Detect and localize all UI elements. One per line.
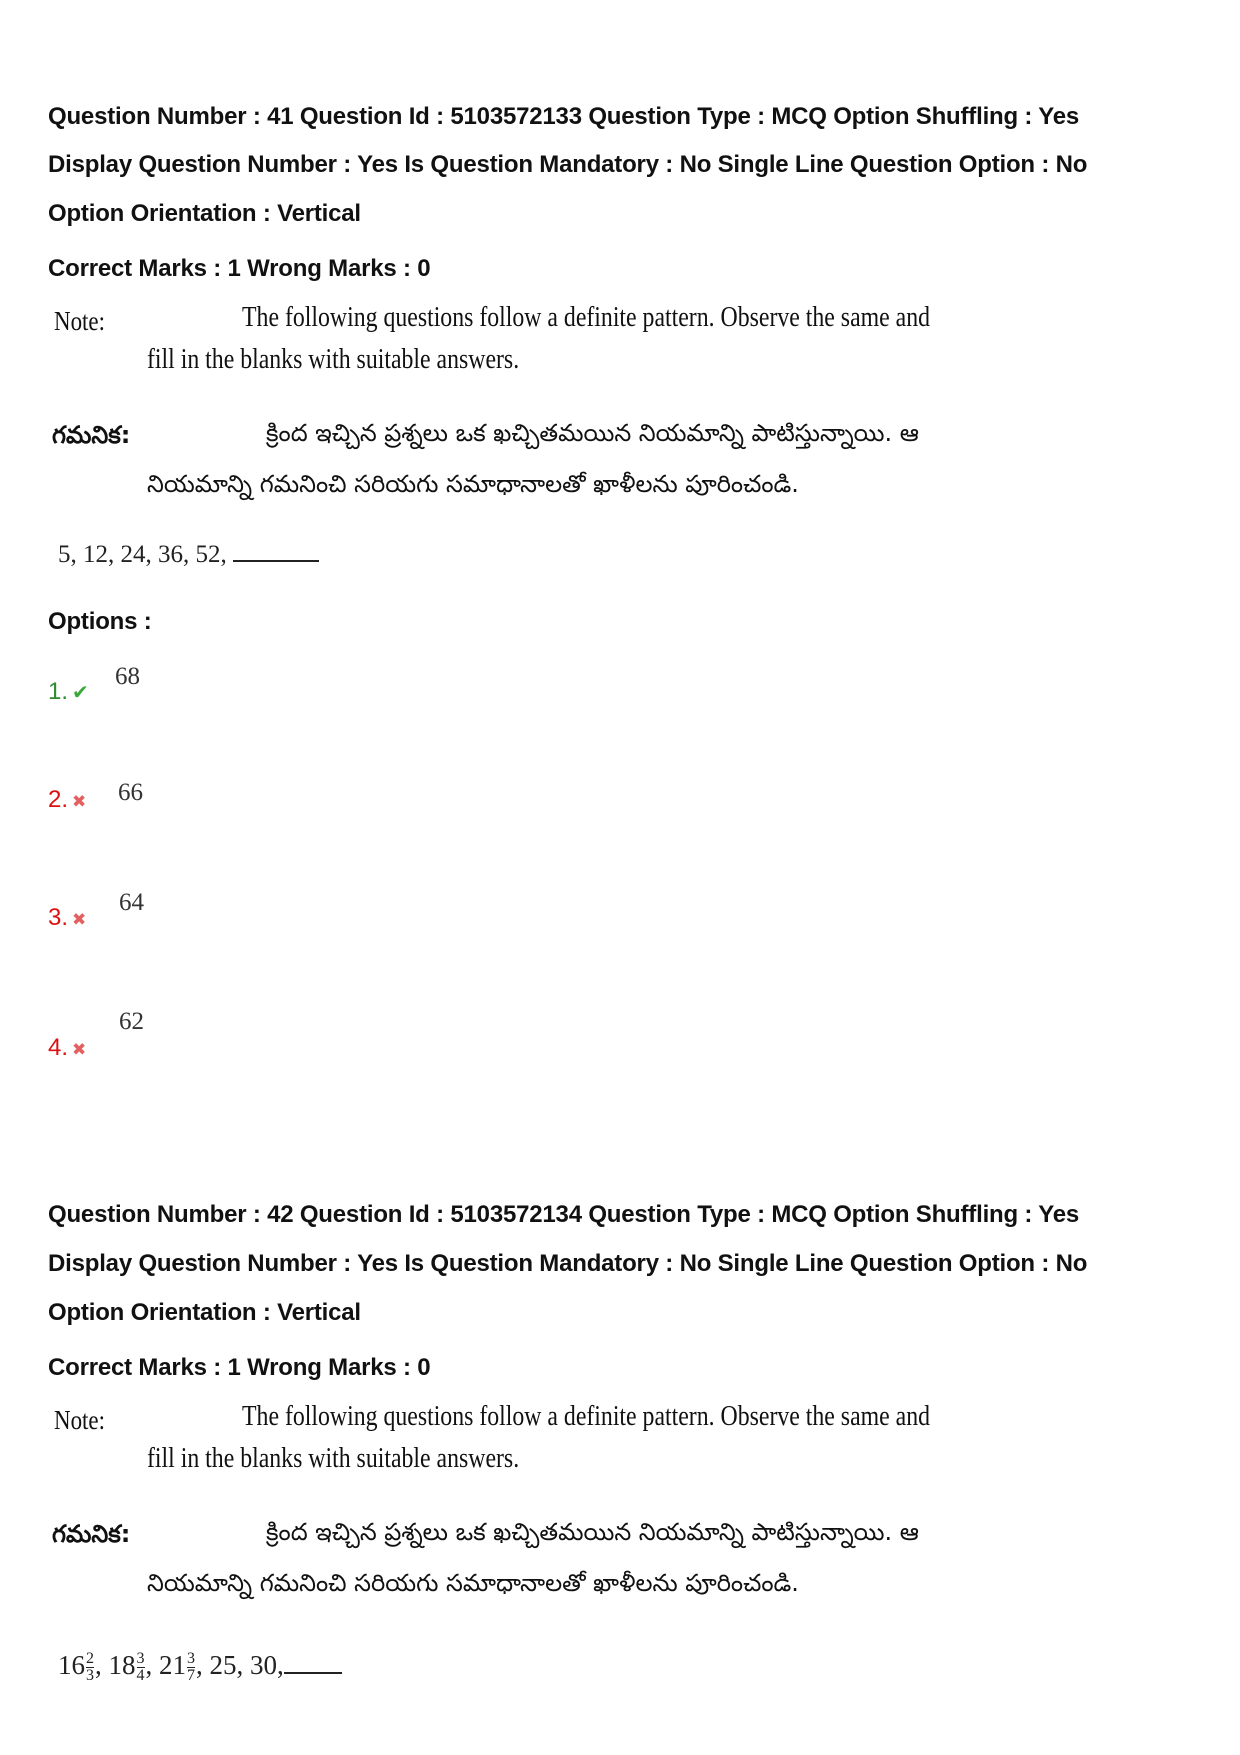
term: 18 $\frac{3}{4}$ , — [108, 1650, 153, 1685]
numerator: 3 — [187, 1650, 195, 1668]
whole: 18 — [108, 1650, 136, 1680]
q41-telugu-line2: నియమాన్ని గమనించి సరియగు సమాధానాలతో ఖాళీలను పూరించండి. — [147, 470, 799, 498]
option-2-value: 66 — [118, 779, 143, 806]
cross-icon: ✖ — [72, 1040, 87, 1059]
option-3-value: 64 — [119, 889, 144, 916]
q42-marks: Correct Marks : 1 Wrong Marks : 0 — [48, 1354, 431, 1381]
q42-meta-line1: Question Number : 42 Question Id : 5103572134 Question Type : MCQ Option Shuffling : Yes — [48, 1201, 1080, 1228]
q42-note-label: Note: — [54, 1405, 105, 1435]
q41-note-line1: The following questions follow a definite pattern. Observe the same and — [242, 302, 931, 333]
q41-marks: Correct Marks : 1 Wrong Marks : 0 — [48, 255, 431, 282]
q42-note-line1: The following questions follow a definite pattern. Observe the same and — [242, 1401, 931, 1432]
option-2 — [48, 786, 96, 814]
term — [159, 1650, 196, 1685]
option-1-value: 68 — [115, 663, 140, 690]
q42-meta-line3: Option Orientation : Vertical — [48, 1299, 361, 1326]
answer-blank — [233, 540, 319, 562]
option-4-value: 62 — [119, 1008, 144, 1035]
q42-telugu-line2: నియమాన్ని గమనించి సరియగు సమాధానాలతో ఖాళీలను పూరించండి. — [147, 1569, 799, 1597]
cross-icon: ✖ — [72, 792, 87, 811]
q41-telugu-line1: క్రింద ఇచ్చిన ప్రశ్నలు ఒక ఖచ్చితమయిన నియమాన్ని పాటిస్తున్నాయి. ఆ — [266, 419, 919, 447]
q42-telugu-line1: క్రింద ఇచ్చిన ప్రశ్నలు ఒక ఖచ్చితమయిన నియమాన్ని పాటిస్తున్నాయి. ఆ — [266, 1518, 919, 1546]
option-3 — [48, 904, 96, 932]
q41-sequence — [58, 540, 319, 569]
check-icon: ✔ — [72, 682, 89, 704]
option-1 — [48, 678, 96, 706]
option-number: 4. — [48, 1034, 69, 1061]
option-number: 3. — [48, 904, 69, 931]
q42-meta-line2: Display Question Number : Yes Is Question Mandatory : No Single Line Question Option : No — [48, 1250, 1088, 1277]
q42-telugu-label: గమనిక: — [52, 1520, 131, 1548]
q41-sequence-text: 5, 12, 24, 36, 52, — [58, 541, 227, 568]
whole: 21 — [159, 1650, 186, 1680]
q42-sequence — [58, 1650, 342, 1684]
q41-options-label: Options : — [48, 608, 152, 635]
answer-blank — [284, 1652, 342, 1674]
fraction — [86, 1651, 94, 1684]
numerator: 3 — [136, 1650, 145, 1668]
q41-note-label: Note: — [54, 306, 105, 336]
q41-meta-line3: Option Orientation : Vertical — [48, 200, 361, 227]
q41-telugu-label: గమనిక: — [52, 421, 131, 449]
q41-meta-line1: Question Number : 41 Question Id : 5103572133 Question Type : MCQ Option Shuffling : Yes — [48, 103, 1080, 130]
term: 16 $\frac{2}{3}$ , — [58, 1650, 102, 1685]
denominator: 4 — [136, 1667, 145, 1685]
q41-note-line2: fill in the blanks with suitable answers. — [147, 344, 520, 375]
numerator: 2 — [86, 1650, 94, 1668]
sequence-tail: , 25, 30, — [196, 1650, 284, 1680]
option-number: 1. — [48, 678, 69, 705]
option-number: 2. — [48, 786, 69, 813]
option-4 — [48, 1034, 96, 1062]
q42-note-line2: fill in the blanks with suitable answers. — [147, 1443, 520, 1474]
fraction — [137, 1651, 145, 1684]
denominator: 3 — [86, 1667, 94, 1685]
cross-icon: ✖ — [72, 910, 87, 929]
whole: 16 — [58, 1650, 85, 1680]
fraction — [187, 1651, 195, 1684]
q41-meta-line2: Display Question Number : Yes Is Question Mandatory : No Single Line Question Option : No — [48, 151, 1088, 178]
denominator: 7 — [187, 1667, 195, 1685]
